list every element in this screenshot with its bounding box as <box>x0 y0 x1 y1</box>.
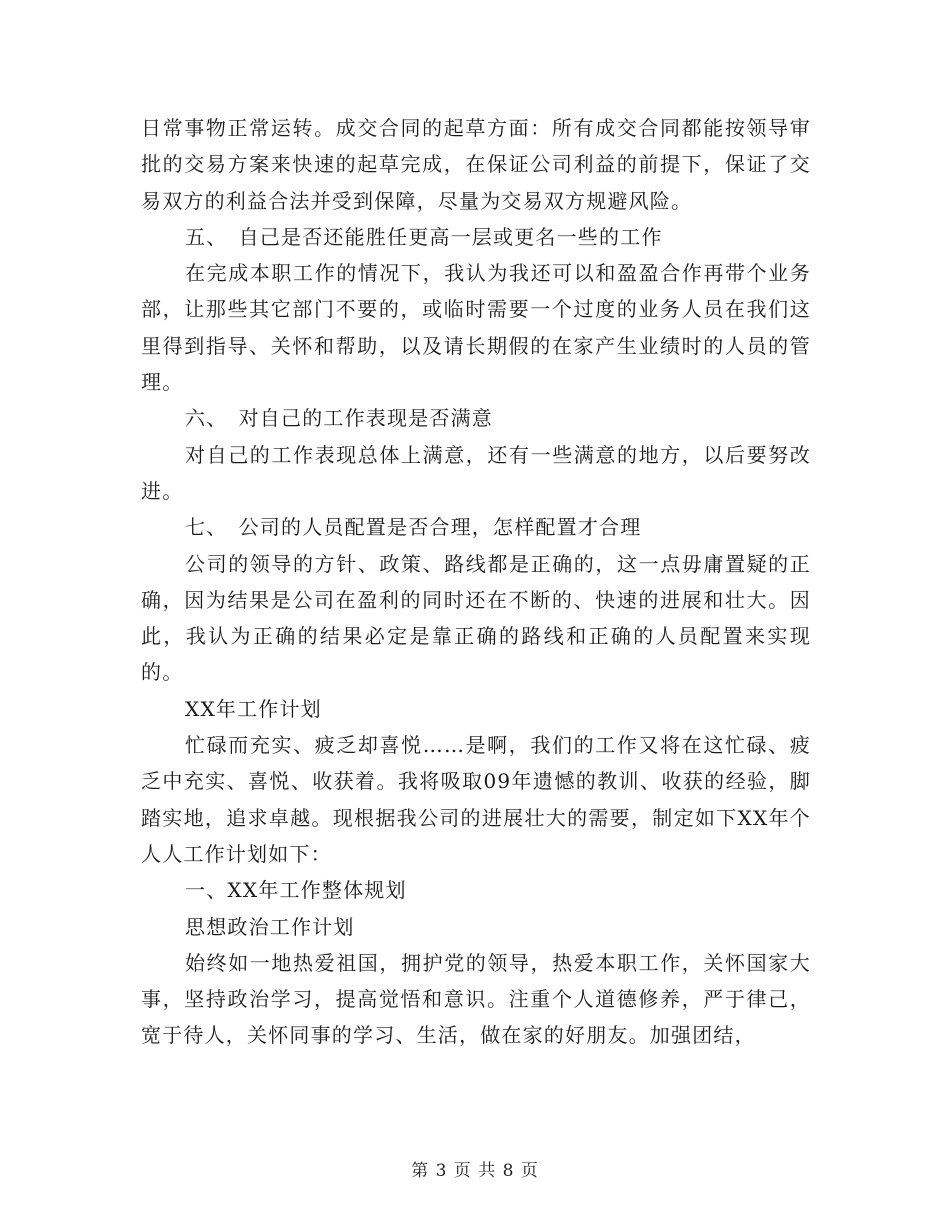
heading-section-five: 五、 自己是否还能胜任更高一层或更名一些的工作 <box>185 224 663 249</box>
page-number-footer: 第 3 页 共 8 页 <box>411 1161 539 1181</box>
paragraph-political-work-plan: 始终如一地热爱祖国，拥护党的领导，热爱本职工作，关怀国家大事，坚持政治学习，提高觉悟和意识。注重个人道德修养，严于律己，宽于待人，关怀同事的学习、生活，做在家的好朋友。加强团结， <box>141 950 811 1048</box>
heading-section-seven: 七、 公司的人员配置是否合理，怎样配置才合理 <box>185 515 642 540</box>
heading-overall-plan: 一、XX年工作整体规划 <box>185 878 407 903</box>
paragraph-work-plan-intro: 忙碌而充实、疲乏却喜悦……是啊，我们的工作又将在这忙碌、疲乏中充实、喜悦、收获着。我将吸取09年遗憾的教训、收获的经验，脚踏实地，追求卓越。现根据我公司的进展壮大的需要，制定如下XX年个人人工作计划如下： <box>141 733 811 866</box>
paragraph-section-six: 对自己的工作表现总体上满意，还有一些满意的地方，以后要努改进。 <box>141 442 811 503</box>
document-body <box>141 110 811 1054</box>
paragraph-contract-drafting: 日常事物正常运转。成交合同的起草方面：所有成交合同都能按领导审批的交易方案来快速的起草完成，在保证公司利益的前提下，保证了交易双方的利益合法并受到保障，尽量为交易双方规避风险。 <box>141 116 811 213</box>
paragraph-section-seven: 公司的领导的方针、政策、路线都是正确的，这一点毋庸置疑的正确，因为结果是公司在盈利的同时还在不断的、快速的进展和壮大。因此，我认为正确的结果必定是靠正确的路线和正确的人员配置来实现的。 <box>141 551 811 685</box>
heading-work-plan: XX年工作计划 <box>185 696 322 721</box>
heading-political-work-plan: 思想政治工作计划 <box>185 914 355 939</box>
heading-section-six: 六、 对自己的工作表现是否满意 <box>185 406 493 431</box>
paragraph-section-five: 在完成本职工作的情况下，我认为我还可以和盈盈合作再带个业务部，让那些其它部门不要的，或临时需要一个过度的业务人员在我们这里得到指导、关怀和帮助，以及请长期假的在家产生业绩时的人员的管理。 <box>141 261 811 395</box>
